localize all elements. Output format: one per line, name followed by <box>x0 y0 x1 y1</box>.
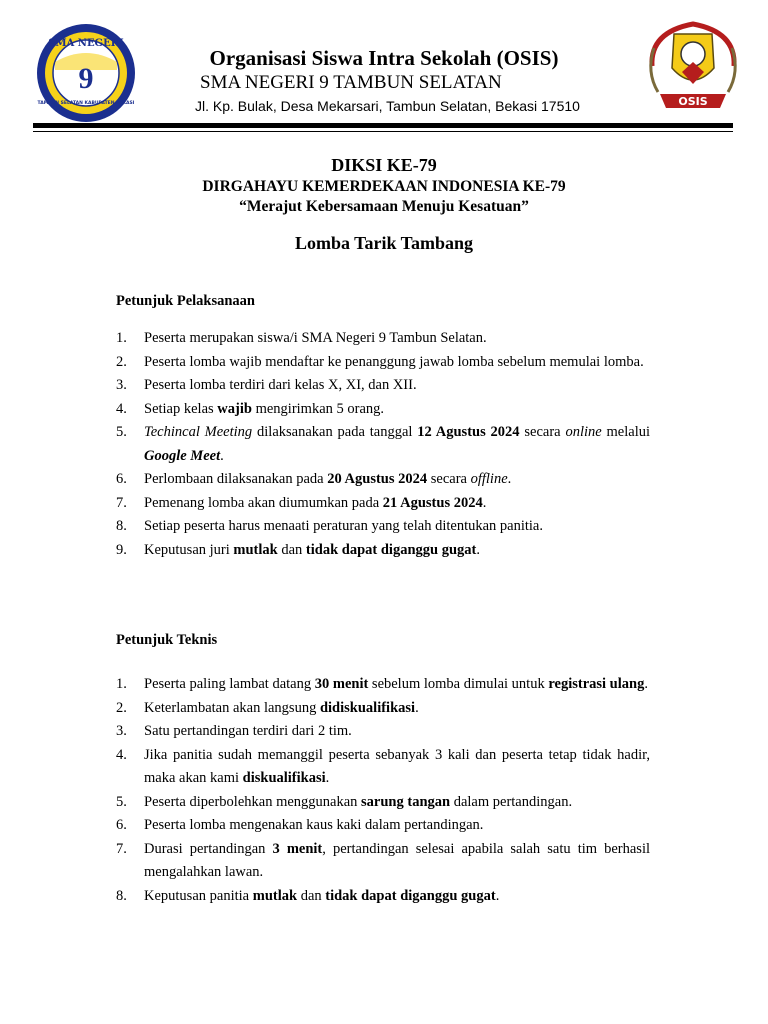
rule-number: 1. <box>116 676 127 692</box>
rule-text: . <box>476 541 480 558</box>
rule-number: 2. <box>116 699 127 716</box>
rule-text: 20 Agustus 2024 <box>327 471 428 487</box>
rule-number: 2. <box>116 353 127 370</box>
rule-item <box>116 374 650 398</box>
rule-item <box>116 814 650 838</box>
rule-text: . <box>220 447 224 464</box>
rule-text: online <box>565 424 602 440</box>
rule-text: dilaksanakan pada tanggal <box>252 424 418 440</box>
rule-text: registrasi ulang <box>548 676 645 692</box>
rule-item <box>116 351 650 375</box>
doc-subtitle: DIRGAHAYU KEMERDEKAAN INDONESIA KE-79 <box>202 178 566 195</box>
rule-item <box>116 697 650 721</box>
rule-item <box>116 885 650 909</box>
rule-number: 6. <box>116 471 127 487</box>
rule-text: sebelum lomba dimulai untuk <box>368 676 549 692</box>
rule-item <box>116 515 650 539</box>
rule-text: Durasi pertandingan <box>144 840 273 857</box>
logo-left-top-text: SMA NEGERI <box>48 38 124 49</box>
event-title: Lomba Tarik Tambang <box>294 233 474 253</box>
header-rule-thin <box>33 131 733 132</box>
rule-text: . <box>644 676 648 692</box>
rule-number: 8. <box>116 887 127 904</box>
rule-number: 5. <box>116 793 127 810</box>
rule-text: . <box>495 887 500 904</box>
pelaksanaan-list <box>0 327 768 562</box>
rule-number: 4. <box>116 746 127 763</box>
rule-text: Setiap peserta harus menaati peraturan yang telah ditentukan panitia. <box>144 518 543 534</box>
rule-item <box>116 398 650 422</box>
rule-text: didiskualifikasi <box>319 699 416 716</box>
rule-text: mutlak <box>252 887 298 904</box>
rule-item <box>116 791 650 815</box>
doc-title: DIKSI KE-79 <box>331 155 437 175</box>
rule-text: diskualifikasi <box>242 770 326 786</box>
school-address: Jl. Kp. Bulak, Desa Mekarsari, Tambun Selatan, Bekasi 17510 <box>195 98 580 114</box>
rule-text: secara <box>427 471 471 487</box>
rule-text: . <box>482 494 487 511</box>
rule-text: tidak dapat diganggu gugat <box>325 887 496 904</box>
rule-text: Setiap kelas <box>144 400 218 417</box>
rule-text: mutlak <box>233 541 278 558</box>
doc-theme: “Merajut Kebersamaan Menuju Kesatuan” <box>239 198 529 215</box>
rule-text: secara <box>519 424 566 440</box>
rule-text: wajib <box>217 400 252 417</box>
rule-text: 12 Agustus 2024 <box>417 424 520 440</box>
header-rule-thick <box>33 123 733 128</box>
rule-text: 21 Agustus 2024 <box>382 494 483 511</box>
rule-item <box>116 838 650 885</box>
osis-logo <box>640 14 746 118</box>
rule-text: . <box>507 471 512 487</box>
school-name: SMA NEGERI 9 TAMBUN SELATAN <box>200 72 502 93</box>
rule-item <box>116 492 650 516</box>
section-heading-teknis: Petunjuk Teknis <box>116 632 218 648</box>
rule-text: Keputusan juri <box>144 541 234 558</box>
rule-text: Google Meet <box>144 447 221 464</box>
rule-text: Pemenang lomba akan diumumkan pada <box>144 494 383 511</box>
rule-item <box>116 673 650 697</box>
rule-number: 7. <box>116 494 127 511</box>
rule-text: 30 menit <box>314 676 369 692</box>
rule-text: , pertandingan selesai apabila salah satu tim berhasil mengalahkan lawan. <box>144 840 650 880</box>
organization-name: Organisasi Siswa Intra Sekolah (OSIS) <box>209 46 559 70</box>
rule-text: dan <box>297 887 326 904</box>
logo-left-bottom-text: TAMBUN SELATAN KABUPATEN BEKASI <box>37 101 135 106</box>
rule-number: 3. <box>116 377 127 393</box>
rule-text: offline <box>470 471 508 487</box>
osis-ribbon-text: OSIS <box>678 95 708 108</box>
rule-number: 4. <box>116 400 127 417</box>
rule-text: Techincal Meeting <box>144 424 253 440</box>
rule-text: Satu pertandingan terdiri dari 2 tim. <box>144 723 352 739</box>
rule-text: Perlombaan dilaksanakan pada <box>144 471 328 487</box>
rule-number: 3. <box>116 723 127 739</box>
rule-item <box>116 720 650 744</box>
rule-text: tidak dapat diganggu gugat <box>305 541 477 558</box>
section-heading-pelaksanaan: Petunjuk Pelaksanaan <box>116 293 255 309</box>
rule-item <box>116 468 650 492</box>
rule-text: Peserta diperbolehkan menggunakan <box>144 793 362 810</box>
rule-text: dan <box>277 541 306 558</box>
teknis-list <box>0 673 768 908</box>
logo-left-number: 9 <box>78 62 94 95</box>
rule-text: Peserta lomba terdiri dari kelas X, XI, dan XII. <box>144 377 417 393</box>
rule-number: 9. <box>116 541 127 558</box>
rule-text: . <box>415 699 419 716</box>
rule-item <box>116 421 650 468</box>
rule-number: 6. <box>116 817 127 833</box>
rule-item <box>116 539 650 563</box>
rule-text: Keputusan panitia <box>144 887 253 904</box>
rule-number: 1. <box>116 330 127 346</box>
rule-text: 3 menit <box>272 840 323 857</box>
rule-text: mengirimkan 5 orang. <box>251 400 385 417</box>
rule-text: dalam pertandingan. <box>450 793 573 810</box>
rule-text: Keterlambatan akan langsung <box>144 699 320 716</box>
rule-number: 5. <box>116 424 127 440</box>
rule-text: Peserta merupakan siswa/i SMA Negeri 9 Tambun Selatan. <box>144 330 487 346</box>
rule-item <box>116 327 650 351</box>
rule-text: Peserta lomba mengenakan kaus kaki dalam pertandingan. <box>144 817 484 833</box>
rule-text: Peserta paling lambat datang <box>144 676 315 692</box>
rule-text: sarung tangan <box>361 793 451 810</box>
rule-number: 8. <box>116 518 127 534</box>
school-logo <box>35 22 137 124</box>
rule-text: Jika panitia sudah memanggil peserta sebanyak 3 kali dan peserta tetap tidak hadir, maka akan kami <box>144 746 650 786</box>
rule-text: Peserta lomba wajib mendaftar ke penanggung jawab lomba sebelum memulai lomba. <box>144 353 644 370</box>
rule-number: 7. <box>116 840 127 857</box>
rule-item <box>116 744 650 791</box>
rule-text: . <box>325 770 330 786</box>
rule-text: melalui <box>601 424 650 440</box>
